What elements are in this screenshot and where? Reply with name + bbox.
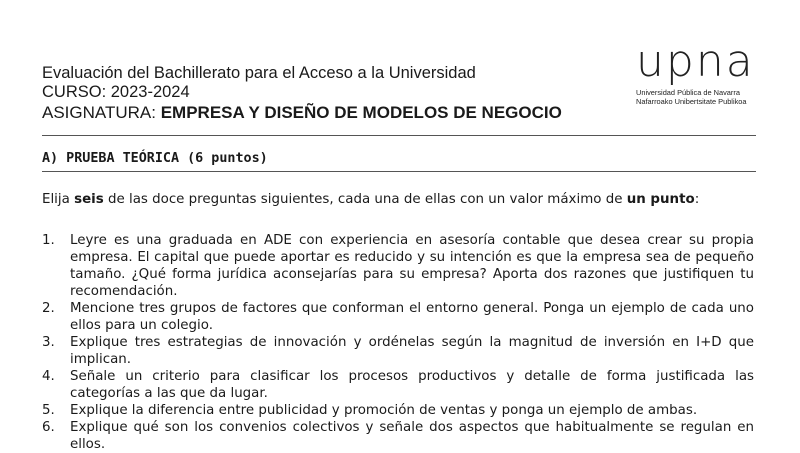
section-divider-bottom bbox=[42, 171, 756, 172]
subject-prefix: ASIGNATURA: bbox=[42, 103, 161, 122]
question-text: Explique tres estrategias de innovación y ordénelas según la magnitud de inversión en I+D que implican. bbox=[70, 335, 754, 367]
subject-name: EMPRESA Y DISEÑO DE MODELOS DE NEGOCIO bbox=[160, 103, 562, 122]
question-item bbox=[42, 232, 754, 300]
exam-header bbox=[42, 64, 562, 122]
instructions-bold-punto: un punto bbox=[626, 192, 695, 207]
question-list bbox=[42, 232, 754, 453]
course-label: CURSO: 2023-2024 bbox=[42, 83, 190, 101]
subject-line bbox=[42, 103, 562, 122]
question-number: 5. bbox=[42, 403, 55, 418]
exam-title: Evaluación del Bachillerato para el Acceso a la Universidad bbox=[42, 64, 476, 82]
question-text: Explique la diferencia entre publicidad y promoción de ventas y ponga un ejemplo de ambas. bbox=[70, 403, 698, 418]
instructions-bold-seis: seis bbox=[74, 192, 104, 207]
instructions-text: : bbox=[694, 192, 700, 207]
question-item bbox=[42, 368, 754, 402]
logo-line-eu: Nafarroako Unibertsitate Publikoa bbox=[636, 97, 747, 106]
question-text: Señale un criterio para clasificar los procesos productivos y detalle de forma justificada las categorías a las que da lugar. bbox=[70, 369, 754, 401]
question-number: 2. bbox=[42, 301, 55, 316]
question-item bbox=[42, 334, 754, 368]
logo-wordmark: upna bbox=[636, 36, 755, 87]
university-logo bbox=[636, 36, 755, 106]
instructions bbox=[42, 192, 699, 207]
question-number: 6. bbox=[42, 420, 55, 435]
section-divider-top bbox=[42, 135, 756, 136]
question-text: Mencione tres grupos de factores que conforman el entorno general. Ponga un ejemplo de cada uno ellos para un colegio. bbox=[70, 301, 754, 333]
logo-line-es: Universidad Pública de Navarra bbox=[636, 88, 740, 97]
question-number: 3. bbox=[42, 335, 55, 350]
section-title: A) PRUEBA TEÓRICA (6 puntos) bbox=[42, 151, 268, 166]
question-item bbox=[42, 419, 754, 453]
question-number: 1. bbox=[42, 233, 55, 248]
instructions-text: de las doce preguntas siguientes, cada una de ellas con un valor máximo de bbox=[103, 192, 627, 207]
question-item bbox=[42, 402, 754, 419]
question-item bbox=[42, 300, 754, 334]
instructions-text: Elija bbox=[42, 192, 75, 207]
question-text: Explique qué son los convenios colectivos y señale dos aspectos que habitualmente se regulan en ellos. bbox=[70, 420, 754, 452]
question-text: Leyre es una graduada en ADE con experiencia en asesoría contable que desea crear su propia empresa. El capital que puede aportar es reducido y su intención es que la empresa sea de pequeño tamaño. ¿Qué forma jurídica aconsejarías para su empresa? Aporta dos razones que justifiquen tu recomendación. bbox=[70, 233, 754, 299]
question-number: 4. bbox=[42, 369, 55, 384]
